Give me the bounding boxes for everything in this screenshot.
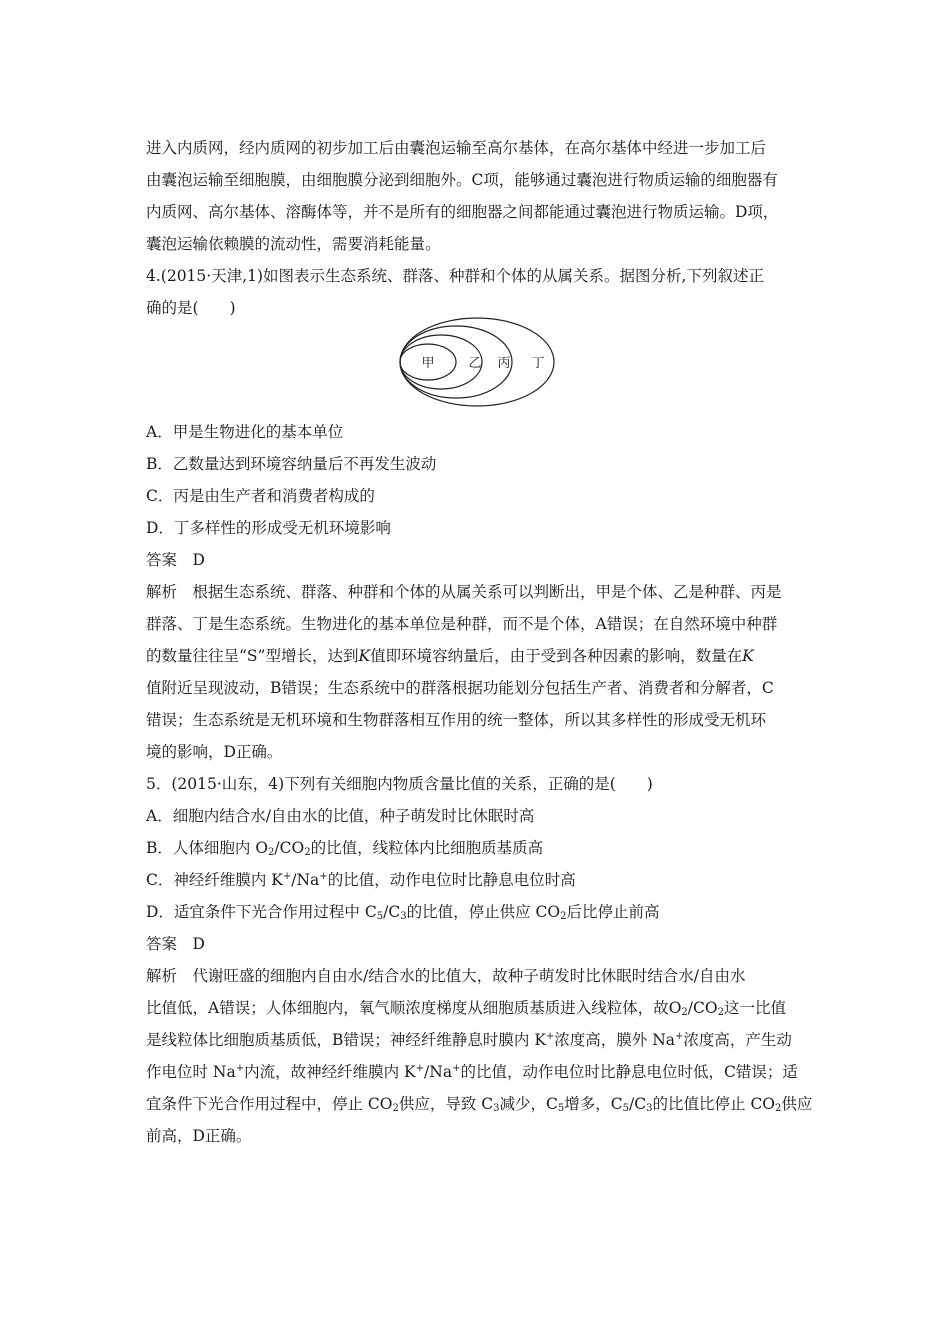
option-c: C．神经纤维膜内 K+/Na+的比值，动作电位时比静息电位时高 (146, 871, 576, 889)
diagram-label-jia: 甲 (421, 356, 435, 371)
explanation-line: 前高，D正确。 (146, 1127, 252, 1145)
diagram-label-bing: 丙 (497, 356, 511, 371)
explanation-line: 解析 根据生态系统、群落、种群和个体的从属关系可以判断出，甲是个体、乙是种群、丙是 (146, 583, 782, 601)
option-c: C．丙是由生产者和消费者构成的 (146, 487, 375, 505)
question-5-stem: 5．(2015·山东，4)下列有关细胞内物质含量比值的关系，正确的是( ) (146, 775, 653, 793)
explanation-line: 值附近呈现波动，B错误；生态系统中的群落根据功能划分包括生产者、消费者和分解者，C (146, 679, 774, 697)
option-d: D．适宜条件下光合作用过程中 $C_5/C_3$的比值，停止供应 $CO_2$后比停止前高 (146, 903, 660, 922)
text-line: 进入内质网，经内质网的初步加工后由囊泡运输至高尔基体，在高尔基体中经进一步加工后 (146, 139, 767, 157)
nested-ellipse-diagram (398, 316, 556, 408)
text-line: 内质网、高尔基体、溶酶体等，并不是所有的细胞器之间都能通过囊泡进行物质运输。D项， (146, 203, 779, 221)
explanation-line: 的数量往往呈“S”型增长，达到K值即环境容纳量后，由于受到各种因素的影响，数量在K (146, 647, 754, 665)
explanation-line: 是线粒体比细胞质基质低，B错误；神经纤维静息时膜内 K+浓度高，膜外 Na+浓度高，产生动 (146, 1031, 792, 1049)
answer-label: 答案 D (146, 935, 205, 953)
text-line: 囊泡运输依赖膜的流动性，需要消耗能量。 (146, 235, 441, 253)
answer-label: 答案 D (146, 551, 205, 569)
explanation-line: 群落、丁是生态系统。生物进化的基本单位是种群，而不是个体，A错误；在自然环境中种群 (146, 615, 778, 633)
explanation-line: 错误；生态系统是无机环境和生物群落相互作用的统一整体，所以其多样性的形成受无机环 (146, 711, 767, 729)
explanation-line: 解析 代谢旺盛的细胞内自由水/结合水的比值大，故种子萌发时比休眠时结合水/自由水 (146, 967, 746, 985)
explanation-line: 境的影响，D正确。 (146, 743, 283, 761)
option-a: A．甲是生物进化的基本单位 (146, 423, 344, 441)
diagram-label-ding: 丁 (531, 356, 545, 371)
option-d: D．丁多样性的形成受无机环境影响 (146, 519, 391, 537)
explanation-line: 作电位时 Na+内流，故神经纤维膜内 K+/Na+的比值，动作电位时比静息电位时低，C错误；适 (146, 1063, 798, 1081)
option-b: B．乙数量达到环境容纳量后不再发生波动 (146, 455, 437, 473)
question-4-stem: 4.(2015·天津,1)如图表示生态系统、群落、种群和个体的从属关系。据图分析,下列叙述正 (146, 267, 764, 285)
question-4-stem-cont: 确的是( ) (146, 299, 236, 317)
explanation-line: 比值低，A错误；人体细胞内，氧气顺浓度梯度从细胞质基质进入线粒体，故$O_2/CO_2$这一比值 (146, 999, 786, 1018)
text-line: 由囊泡运输至细胞膜，由细胞膜分泌到细胞外。C项，能够通过囊泡进行物质运输的细胞器有 (146, 171, 778, 189)
explanation-line: 宜条件下光合作用过程中，停止 $CO_2$供应，导致 $C_3$减少，$C_5$增多，$C_5/C_3$的比值比停止 $CO_2$供应 (146, 1095, 813, 1114)
option-b: B．人体细胞内 $O_2/CO_2$的比值，线粒体内比细胞质基质高 (146, 839, 544, 858)
diagram-label-yi: 乙 (468, 356, 482, 371)
option-a: A．细胞内结合水/自由水的比值，种子萌发时比休眠时高 (146, 807, 535, 825)
